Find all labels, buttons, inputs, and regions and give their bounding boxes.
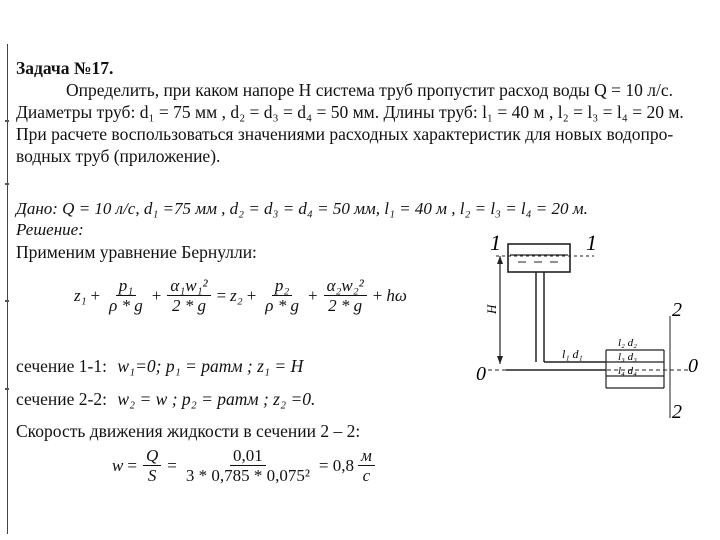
eq-rho-g-2: ρ * g [265,296,299,315]
given-line: Дано: Q = 10 л/с, d₁ =75 мм , d₂ = d₃ = d₄ = 50 мм, l₁ = 40 м , l₂ = l₃ = l₄ = 20 м. [16,199,588,218]
diagram-label-2-top: 2 [672,299,682,321]
diagram-label-0-left: 0 [476,363,486,385]
section1-text: w₁=0; p₁ = pатм ; z₁ = H [117,356,304,376]
diagram-label-2-bottom: 2 [672,401,682,423]
binding-mark [5,388,9,390]
section2-row [16,389,315,409]
binding-mark [5,183,9,185]
eq-p1: p₁ [116,276,136,296]
task-line-1: Определить, при каком напоре H система труб пропустит расход воды Q = 10 л/с. [66,80,674,100]
vel-den: 3 * 0,785 * 0,075² [185,466,310,485]
h-arrow-bottom [497,356,503,364]
diagram-label-1-right: 1 [586,230,597,255]
diagram-label-l1d1: l₁ d₁ [562,347,583,361]
eq-rho-g-1: ρ * g [109,296,143,315]
diagram-label-l3d3: l₃ d₃ [618,351,637,363]
section2-text: w₂ = w ; p₂ = pатм ; z₂ =0. [117,389,316,409]
vel-unit-frac [358,446,375,485]
vel-q: Q [143,446,161,466]
task-line-4: водных труб (приложение). [16,146,221,166]
eq-a2w2: α₂w₂² [324,276,367,296]
eq-a2w2-frac [324,276,367,315]
vel-unit-den: с [362,466,371,485]
binding-mark [5,300,9,302]
eq-a1w1-frac [167,276,210,315]
h-arrow-top [497,256,503,264]
vel-lhs: w [112,455,124,475]
bernoulli-intro: Применим уравнение Бернулли: [16,242,257,262]
eq-z2: z₂ [230,285,243,305]
eq-p1-frac [106,276,146,315]
bernoulli-equation: z₁ + $\frac{\text{p₁}}{\rho * g}$ + $\frac{\text{α₁w₁²}}{2 * g}$ = z₂ + $\frac{\text{p₂}}{\rho * g}$ + $\frac{\text{α₂w₂²}}{2 * g}$ + hω [74,276,407,315]
vel-result: = 0,8 [318,455,355,475]
page-left-edge [7,44,8,534]
diagram-label-H: H [484,304,499,314]
diagram-label-l4d4: l₄ d₄ [618,365,637,377]
task-line-3: При расчете воспользоваться значениями расходных характеристик для новых водопро- [16,124,674,144]
solution-label: Решение: [16,220,84,239]
eq-two-g-2: 2 * g [328,296,363,315]
velocity-equation: w = $\frac{Q}{S}$ = $\frac{0,01}{\text{3 * 0,785 * 0,075²}}$ = 0,8 $\frac{м}{с}$ [112,446,377,485]
diagram-label-0-right: 0 [688,355,698,377]
vel-num: 0,01 [230,446,266,466]
vel-unit-num: м [358,446,375,466]
section1-label: сечение 1-1: [16,356,107,376]
section2-label: сечение 2-2: [16,389,107,409]
diagram-label-1-left: 1 [490,230,501,255]
task-line-2: Диаметры труб: d₁ = 75 мм , d₂ = d₃ = d₄ = 50 мм. Длины труб: l₁ = 40 м , l₂ = l₃ = l₄ = 20 м. [16,102,684,122]
task-title: Задача №17. [16,58,114,78]
eq-a1w1: α₁w₁² [167,276,210,296]
velocity-intro: Скорость движения жидкости в сечении 2 – 2: [16,421,361,441]
vel-s: S [147,466,157,485]
diagram-label-l2d2: l₂ d₂ [618,337,637,349]
vel-qs-frac [143,446,161,485]
pipe-system-diagram [466,222,710,428]
eq-two-g-1: 2 * g [171,296,206,315]
section1-row [16,356,303,376]
vel-num-frac [183,446,313,485]
eq-p2: p₂ [272,276,292,296]
tank [508,244,570,272]
binding-mark [5,120,9,122]
eq-hw: hω [386,285,407,305]
eq-z1: z₁ [74,285,87,305]
eq-p2-frac [262,276,302,315]
